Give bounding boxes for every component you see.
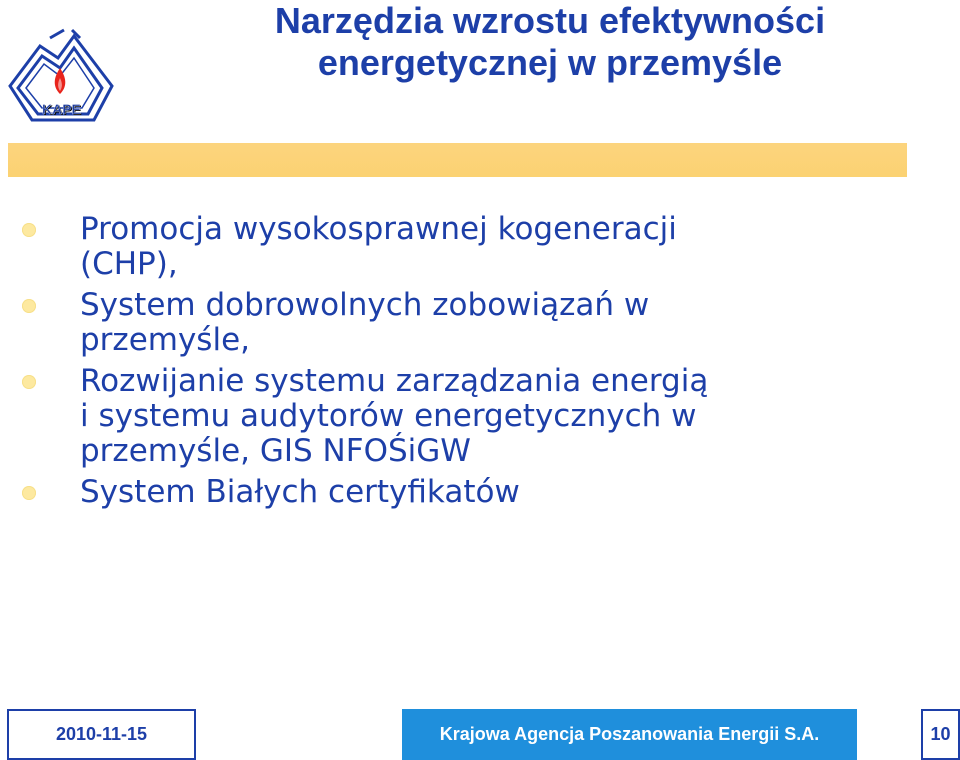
bullet-item <box>0 364 900 469</box>
bullet-dot-icon <box>22 299 36 313</box>
bullet-item <box>0 475 900 510</box>
bullet-dot-icon <box>22 375 36 389</box>
slide-title-line-2: energetycznej w przemyśle <box>317 42 783 83</box>
footer-page-number: 10 <box>921 709 960 760</box>
bullet-item <box>0 288 900 358</box>
slide-title <box>200 0 900 84</box>
slide-title-line-1: Narzędzia wzrostu efektywności <box>274 0 826 41</box>
footer-organization: Krajowa Agencja Poszanowania Energii S.A. <box>402 709 857 760</box>
kape-logo-mark-icon <box>2 28 120 138</box>
logo-text: KAPE <box>42 101 81 117</box>
bullet-text-line: Promocja wysokosprawnej kogeneracji <box>80 211 677 247</box>
bullet-text-line: i systemu audytorów energetycznych w <box>80 398 697 434</box>
bullet-text-line: System Białych certyfikatów <box>80 474 520 510</box>
bullet-text-line: (CHP), <box>80 246 178 282</box>
kape-logo <box>2 28 120 138</box>
bullet-text-line: przemyśle, GIS NFOŚiGW <box>80 433 471 469</box>
bullet-dot-icon <box>22 486 36 500</box>
bullet-item <box>0 212 900 282</box>
footer-date: 2010-11-15 <box>7 709 196 760</box>
bullet-dot-icon <box>22 223 36 237</box>
bullet-text-line: System dobrowolnych zobowiązań w <box>80 287 650 323</box>
bullet-text-line: przemyśle, <box>80 322 251 358</box>
title-underline-band <box>8 143 907 177</box>
bullet-text-line: Rozwijanie systemu zarządzania energią <box>80 363 709 399</box>
bullet-list <box>0 212 960 516</box>
